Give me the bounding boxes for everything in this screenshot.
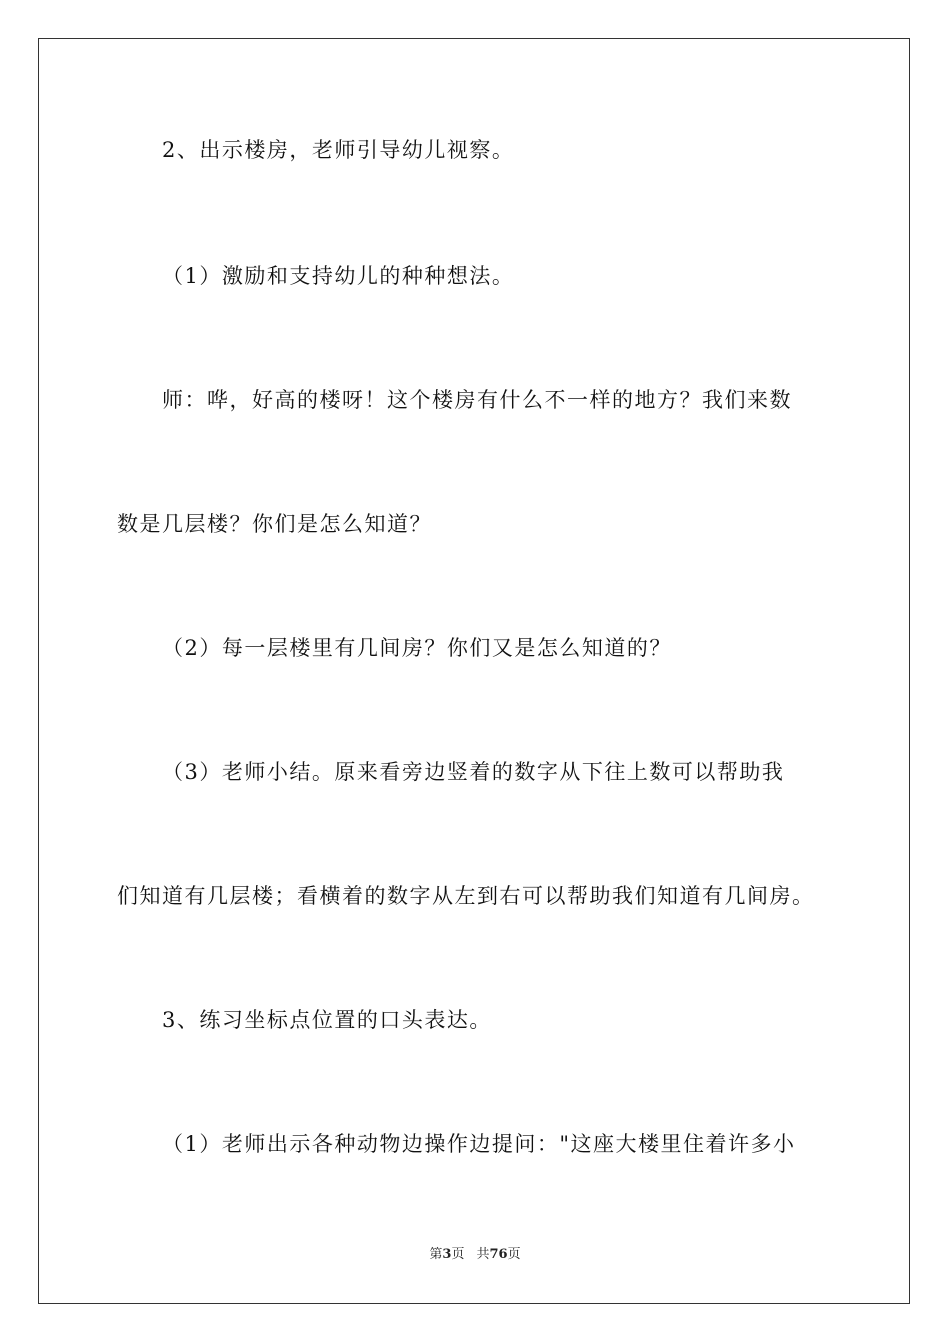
footer-total-prefix: 共 [476,1247,490,1262]
page-footer [0,1246,950,1264]
footer-page-number: 3 [442,1247,452,1262]
footer-total-pages: 76 [489,1247,508,1262]
footer-page-prefix: 第 [429,1247,443,1262]
paragraph-line-4: 数是几层楼？你们是怎么知道？ [117,512,432,536]
footer-page-suffix: 页 [451,1247,465,1262]
paragraph-line-7: 们知道有几层楼；看横着的数字从左到右可以帮助我们知道有几间房。 [117,884,815,908]
paragraph-line-5: （2）每一层楼里有几间房？你们又是怎么知道的？ [162,636,672,660]
paragraph-line-8: 3、练习坐标点位置的口头表达。 [162,1008,492,1032]
paragraph-line-2: （1）激励和支持幼儿的种种想法。 [162,264,515,288]
paragraph-line-9: （1）老师出示各种动物边操作边提问："这座大楼里住着许多小 [162,1132,796,1156]
paragraph-line-1: 2、出示楼房，老师引导幼儿视察。 [162,138,515,162]
footer-total-suffix: 页 [507,1247,521,1262]
page-border [38,38,910,1304]
paragraph-line-6: （3）老师小结。原来看旁边竖着的数字从下往上数可以帮助我 [162,760,785,784]
paragraph-line-3: 师：哗，好高的楼呀！这个楼房有什么不一样的地方？我们来数 [162,388,792,412]
